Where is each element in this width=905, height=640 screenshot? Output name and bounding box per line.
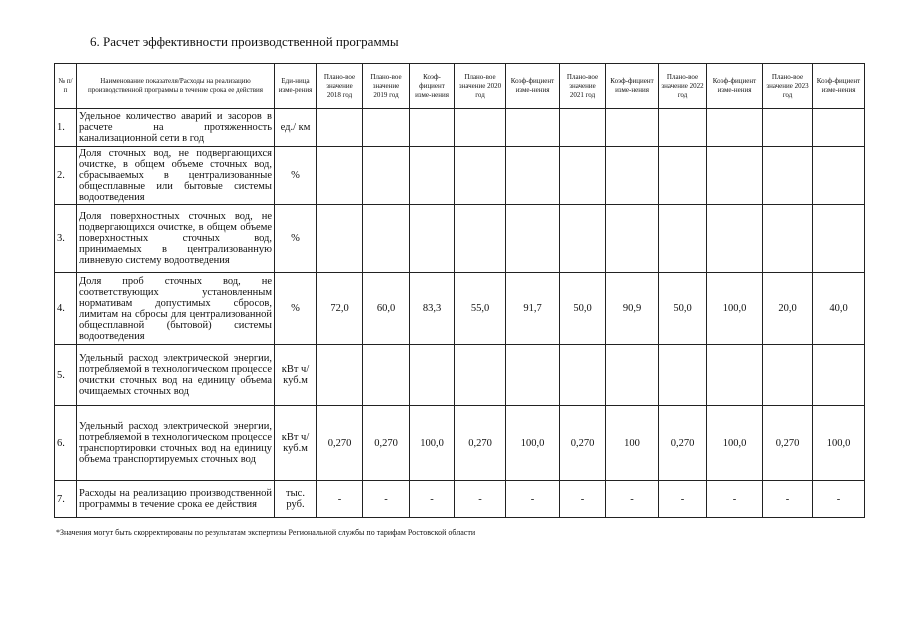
header-cell: Коэф-фициент изме-нения [606,64,659,109]
row-number: 6. [55,406,77,481]
indicator-name: Доля сточных вод, не подвергающихся очистке, в общем объеме сточных вод, сбрасываемых в централизованные общесплавные или бытовые системы водоотведения [77,147,275,205]
value-cell [606,345,659,406]
header-cell: Коэф-фициент изме-нения [707,64,763,109]
value-cell: 91,7 [506,273,560,345]
value-cell [317,147,363,205]
indicator-name: Доля проб сточных вод, не соответствующих установленным нормативам допустимых сбросов, лимитам на сбросы для централизованной общесплавной (бытовой) системы водоотведения [77,273,275,345]
unit-cell: кВт ч/куб.м [275,406,317,481]
value-cell [317,205,363,273]
header-cell: Коэф-фициент изме-нения [813,64,865,109]
value-cell: - [560,481,606,518]
value-cell [606,109,659,147]
value-cell [506,147,560,205]
section-title: 6. Расчет эффективности производственной программы [90,34,399,49]
indicator-name: Удельный расход электрической энергии, потребляемой в технологическом процессе очистки сточных вод на единицу объема очищаемых сточных вод [77,345,275,406]
indicator-name: Удельное количество аварий и засоров в расчете на протяженность канализационной сети в год [77,109,275,147]
value-cell: 100,0 [707,406,763,481]
value-cell [659,205,707,273]
value-cell [813,345,865,406]
table-row [55,273,865,345]
row-number: 5. [55,345,77,406]
value-cell [410,147,455,205]
value-cell: - [763,481,813,518]
efficiency-table [54,63,865,518]
table-header-row [55,64,865,109]
value-cell: - [506,481,560,518]
table-row [55,481,865,518]
value-cell: 83,3 [410,273,455,345]
value-cell: - [363,481,410,518]
indicator-name: Доля поверхностных сточных вод, не подвергающихся очистке, в общем объеме поверхностных сточных вод, принимаемых в централизованную ливневую систему водоотведения [77,205,275,273]
value-cell [410,205,455,273]
indicator-name: Расходы на реализацию производственной программы в течение срока ее действия [77,481,275,518]
header-cell: Наименование показателя/Расходы на реализацию производственной программы в течение срока ее действия [77,64,275,109]
unit-cell: % [275,147,317,205]
header-cell: Плано-вое значение 2018 год [317,64,363,109]
table-row [55,205,865,273]
value-cell [363,109,410,147]
value-cell: - [813,481,865,518]
value-cell: 40,0 [813,273,865,345]
value-cell [707,205,763,273]
value-cell: 0,270 [363,406,410,481]
value-cell [317,109,363,147]
value-cell: - [410,481,455,518]
value-cell: 60,0 [363,273,410,345]
value-cell [363,205,410,273]
value-cell: - [455,481,506,518]
value-cell: 0,270 [455,406,506,481]
value-cell [560,109,606,147]
header-cell: Плано-вое значение 2022 год [659,64,707,109]
unit-cell: % [275,205,317,273]
header-cell: Еди-ница изме-рения [275,64,317,109]
unit-cell: кВт ч/куб.м [275,345,317,406]
value-cell [659,345,707,406]
value-cell: 100,0 [813,406,865,481]
value-cell: 50,0 [560,273,606,345]
indicator-name: Удельный расход электрической энергии, потребляемой в технологическом процессе транспортировки сточных вод на единицу объема транспортируемых сточных вод [77,406,275,481]
value-cell: 100,0 [707,273,763,345]
value-cell: 90,9 [606,273,659,345]
value-cell [763,147,813,205]
row-number: 1. [55,109,77,147]
value-cell: 0,270 [317,406,363,481]
value-cell [506,205,560,273]
table-row [55,345,865,406]
value-cell [506,345,560,406]
table-row [55,147,865,205]
table-row [55,406,865,481]
value-cell: 100,0 [410,406,455,481]
value-cell [659,147,707,205]
value-cell [317,345,363,406]
table-row [55,109,865,147]
value-cell: 50,0 [659,273,707,345]
header-cell: Плано-вое значение 2019 год [363,64,410,109]
value-cell [363,345,410,406]
value-cell: - [659,481,707,518]
row-number: 7. [55,481,77,518]
value-cell [763,345,813,406]
row-number: 3. [55,205,77,273]
value-cell [455,345,506,406]
header-cell: Плано-вое значение 2020 год [455,64,506,109]
value-cell: 0,270 [560,406,606,481]
value-cell [560,147,606,205]
value-cell [763,205,813,273]
header-cell: Плано-вое значение 2023 год [763,64,813,109]
value-cell [707,147,763,205]
value-cell [506,109,560,147]
value-cell [560,345,606,406]
footnote: *Значения могут быть скорректированы по результатам экспертизы Региональной службы по тарифам Ростовской области [56,528,476,537]
value-cell: 100,0 [506,406,560,481]
value-cell [659,109,707,147]
value-cell [606,147,659,205]
unit-cell: ед./ км [275,109,317,147]
value-cell: - [707,481,763,518]
value-cell [606,205,659,273]
value-cell [455,109,506,147]
value-cell [363,147,410,205]
value-cell: 100 [606,406,659,481]
row-number: 2. [55,147,77,205]
header-cell: Коэф-фициент изме-нения [506,64,560,109]
value-cell: 0,270 [763,406,813,481]
value-cell [410,345,455,406]
value-cell [560,205,606,273]
value-cell: 55,0 [455,273,506,345]
value-cell: - [606,481,659,518]
header-cell: Коэф-фициент изме-нения [410,64,455,109]
header-cell: Плано-вое значение 2021 год [560,64,606,109]
value-cell: - [317,481,363,518]
unit-cell: тыс. руб. [275,481,317,518]
header-cell: № п/п [55,64,77,109]
value-cell [707,109,763,147]
value-cell [707,345,763,406]
value-cell [813,109,865,147]
value-cell [455,147,506,205]
value-cell: 0,270 [659,406,707,481]
value-cell: 72,0 [317,273,363,345]
row-number: 4. [55,273,77,345]
value-cell: 20,0 [763,273,813,345]
value-cell [455,205,506,273]
value-cell [813,147,865,205]
unit-cell: % [275,273,317,345]
value-cell [813,205,865,273]
value-cell [410,109,455,147]
value-cell [763,109,813,147]
